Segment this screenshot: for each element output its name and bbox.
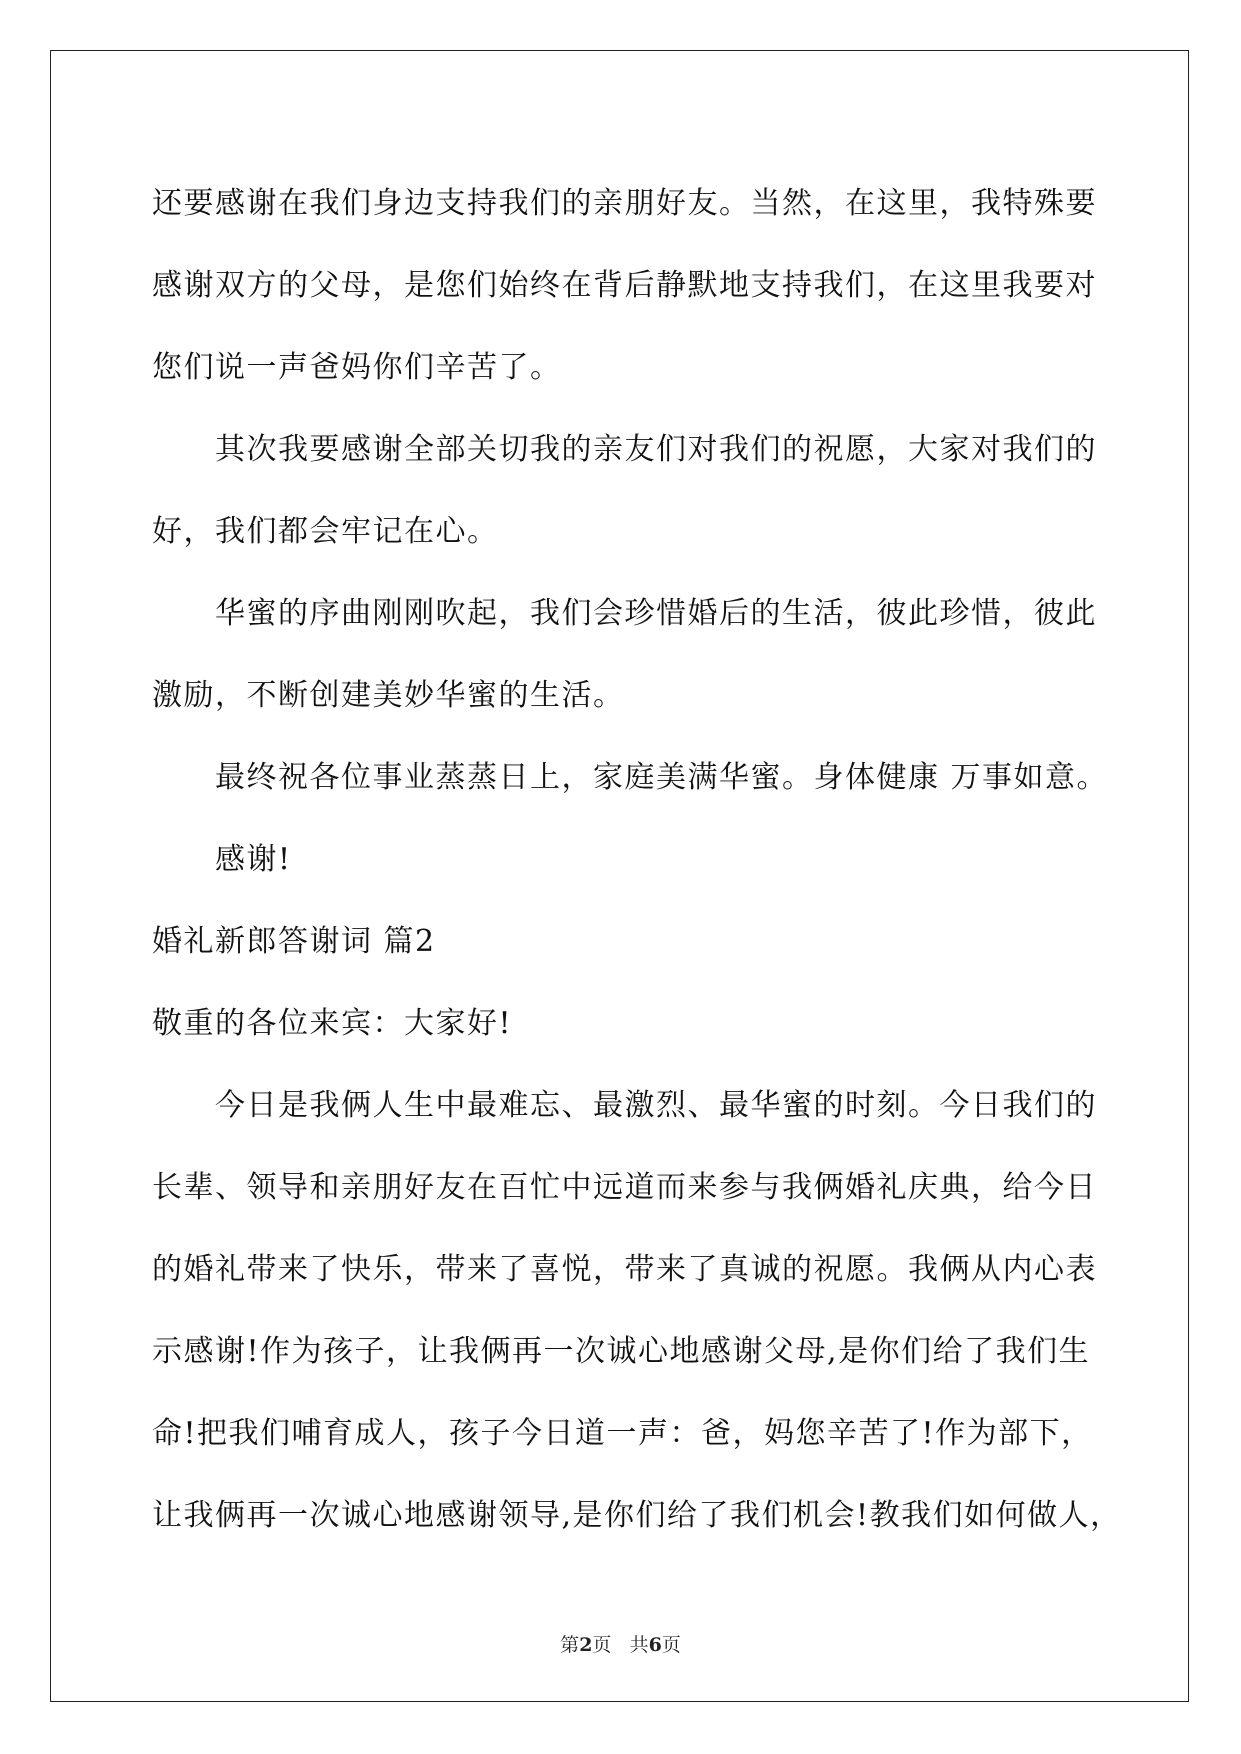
document-body	[152, 163, 1122, 1557]
text-line: 其次我要感谢全部关切我的亲友们对我们的祝愿，大家对我们的	[215, 432, 1097, 467]
text-line: 激励，不断创建美妙华蜜的生活。	[152, 678, 625, 713]
text-line: 长辈、领导和亲朋好友在百忙中远道而来参与我俩婚礼庆典，给今日	[152, 1170, 1097, 1205]
text-line: 婚礼新郎答谢词 篇2	[152, 924, 436, 959]
text-line: 最终祝各位事业蒸蒸日上，家庭美满华蜜。身体健康 万事如意。	[215, 760, 1109, 795]
text-line: 感谢双方的父母，是您们始终在背后静默地支持我们，在这里我要对	[152, 268, 1097, 303]
text-line: 华蜜的序曲刚刚吹起，我们会珍惜婚后的生活，彼此珍惜，彼此	[215, 596, 1097, 631]
footer-page-suffix: 页	[592, 1634, 612, 1656]
text-line: 敬重的各位来宾：大家好!	[152, 1006, 513, 1041]
footer-total-pages: 6	[648, 1634, 662, 1656]
footer-total-prefix: 共	[629, 1634, 649, 1656]
text-line: 命!把我们哺育成人，孩子今日道一声：爸，妈您辛苦了!作为部下，	[152, 1416, 1093, 1451]
footer-page-number: 2	[579, 1634, 593, 1656]
text-line: 今日是我俩人生中最难忘、最激烈、最华蜜的时刻。今日我们的	[215, 1088, 1097, 1123]
text-line: 好，我们都会牢记在心。	[152, 514, 499, 549]
text-line: 您们说一声爸妈你们辛苦了。	[152, 350, 562, 385]
text-line: 的婚礼带来了快乐，带来了喜悦，带来了真诚的祝愿。我俩从内心表	[152, 1252, 1097, 1287]
text-line: 示感谢!作为孩子，让我俩再一次诚心地感谢父母,是你们给了我们生	[152, 1334, 1091, 1369]
text-line: 还要感谢在我们身边支持我们的亲朋好友。当然，在这里，我特殊要	[152, 186, 1097, 221]
footer-total-suffix: 页	[661, 1634, 681, 1656]
page-footer	[0, 1630, 1241, 1657]
text-line: 让我俩再一次诚心地感谢领导,是你们给了我们机会!教我们如何做人，	[152, 1498, 1122, 1533]
footer-prefix: 第	[560, 1634, 580, 1656]
text-line: 感谢!	[215, 842, 292, 877]
